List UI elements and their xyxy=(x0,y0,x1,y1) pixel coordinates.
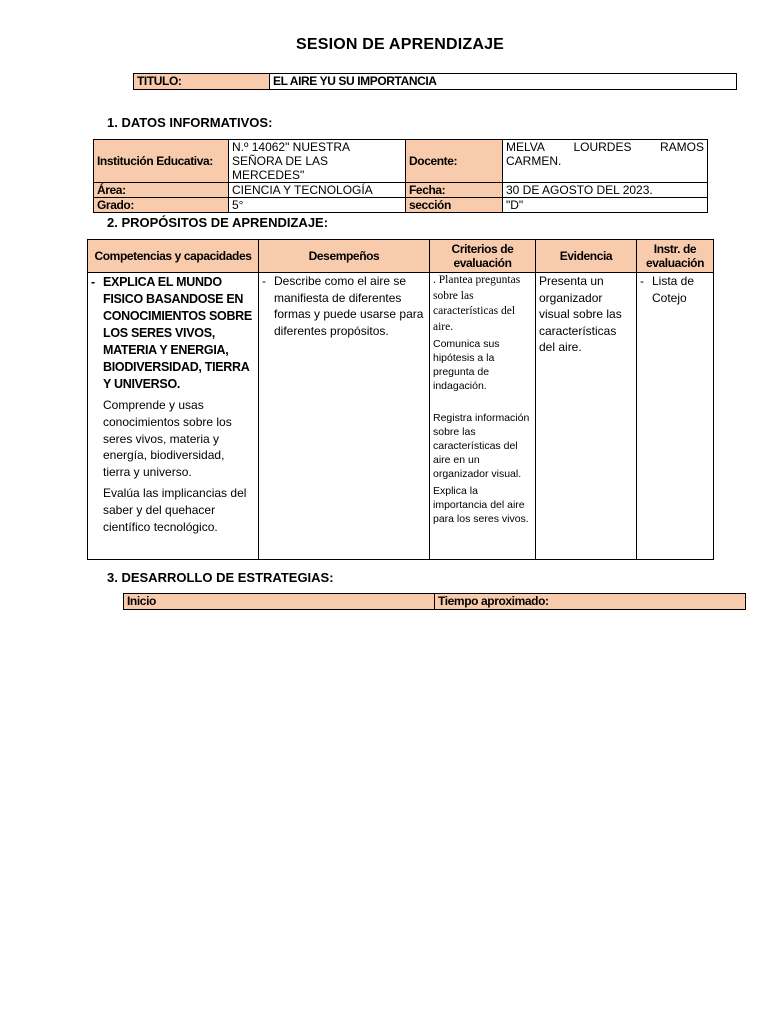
competencia-text: EXPLICA EL MUNDO FISICO BASANDOSE EN CONOCIMIENTOS SOBRE LOS SERES VIVOS, MATERIA Y ENERGIA, BIODIVERSIDAD, TIERRA Y UNIVERSO. xyxy=(103,275,252,391)
header-desempenos: Desempeños xyxy=(259,240,430,273)
title-table xyxy=(133,73,737,90)
area-label: Área: xyxy=(94,183,229,198)
document-title: SESION DE APRENDIZAJE xyxy=(295,36,505,53)
docente-label: Docente: xyxy=(406,140,503,183)
header-instrumento: Instr. de evaluación xyxy=(637,240,714,273)
competencia-item xyxy=(91,274,255,393)
docente-word: RAMOS xyxy=(659,140,704,154)
estrategias-table xyxy=(123,593,746,610)
capacidad-1: Comprende y usas conocimientos sobre los seres vivos, materia y energía, biodiversidad, tierra y universo. xyxy=(103,398,232,480)
desempeno-item xyxy=(262,273,426,339)
criterio-3: Registra información sobre las características del aire en un organizador visual. xyxy=(433,412,530,480)
inicio-label: Inicio xyxy=(124,594,435,610)
titulo-value: EL AIRE YU SU IMPORTANCIA xyxy=(270,74,737,90)
desempeno-text: Describe como el aire se manifiesta de diferentes formas y puede usarse para diferentes propósitos. xyxy=(274,274,424,338)
tiempo-label: Tiempo aproximado: xyxy=(435,594,746,610)
titulo-label: TITULO: xyxy=(134,74,270,90)
fecha-value: 30 DE AGOSTO DEL 2023. xyxy=(503,183,708,198)
docente-value xyxy=(503,140,708,183)
docente-word: MELVA xyxy=(506,140,545,154)
datos-informativos-table xyxy=(93,139,708,213)
criterio-2: Comunica sus hipótesis a la pregunta de indagación. xyxy=(433,338,500,392)
competencias-cell xyxy=(88,273,259,560)
area-value: CIENCIA Y TECNOLOGÍA xyxy=(229,183,406,198)
evidencia-cell: Presenta un organizador visual sobre las características del aire. xyxy=(536,273,637,560)
fecha-label: Fecha: xyxy=(406,183,503,198)
desempenos-cell xyxy=(259,273,430,560)
institucion-value: N.º 14062" NUESTRA SEÑORA DE LAS MERCEDES" xyxy=(229,140,406,183)
header-criterios: Criterios de evaluación xyxy=(430,240,536,273)
instrumento-text: Lista de Cotejo xyxy=(652,274,695,305)
instrumento-item xyxy=(640,273,710,306)
propositos-table xyxy=(87,239,714,560)
docente-word: LOURDES xyxy=(573,140,632,154)
criterio-1: . Plantea preguntas sobre las características del aire. xyxy=(433,274,521,333)
section-heading-datos: 1. DATOS INFORMATIVOS: xyxy=(107,115,273,130)
docente-line-2: CARMEN. xyxy=(506,154,562,168)
section-heading-estrategias: 3. DESARROLLO DE ESTRATEGIAS: xyxy=(107,570,334,585)
seccion-label: sección xyxy=(406,198,503,213)
seccion-value: "D" xyxy=(503,198,708,213)
criterio-4: Explica la importancia del aire para los seres vivos. xyxy=(433,485,529,525)
bullet-dash: - xyxy=(640,274,644,288)
docente-line-1 xyxy=(506,140,704,154)
criterios-cell xyxy=(430,273,536,560)
capacidad-2: Evalúa las implicancias del saber y del quehacer científico tecnológico. xyxy=(103,485,247,534)
header-evidencia: Evidencia xyxy=(536,240,637,273)
bullet-dash: - xyxy=(262,274,266,288)
grado-value: 5° xyxy=(229,198,406,213)
header-competencias: Competencias y capacidades xyxy=(88,240,259,273)
section-heading-propositos: 2. PROPÓSITOS DE APRENDIZAJE: xyxy=(107,215,329,230)
bullet-dash: - xyxy=(91,275,95,289)
instrumento-cell xyxy=(637,273,714,560)
grado-label: Grado: xyxy=(94,198,229,213)
institucion-label: Institución Educativa: xyxy=(94,140,229,183)
